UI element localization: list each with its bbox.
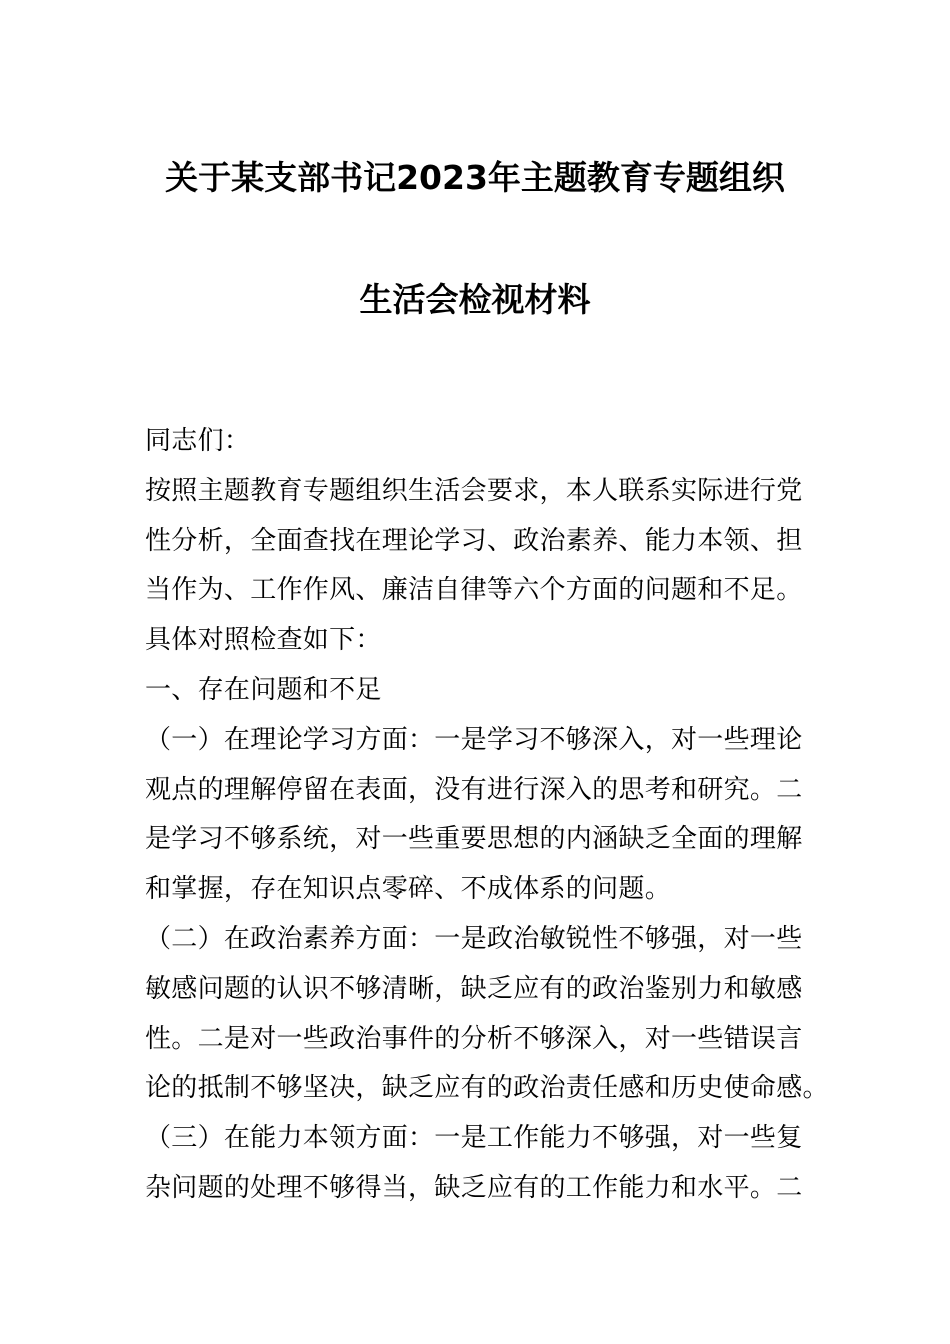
section-heading: 一、存在问题和不足 bbox=[145, 674, 382, 705]
body-line: 按照主题教育专题组织生活会要求，本人联系实际进行党 bbox=[145, 475, 803, 506]
document-body bbox=[145, 417, 829, 1214]
body-line: （三）在能力本领方面：一是工作能力不够强，对一些复 bbox=[145, 1123, 803, 1154]
body-line: 当作为、工作作风、廉洁自律等六个方面的问题和不足。 bbox=[145, 575, 803, 606]
salutation: 同志们： bbox=[145, 426, 251, 456]
body-line: 杂问题的处理不够得当，缺乏应有的工作能力和水平。二 bbox=[145, 1172, 803, 1203]
body-line: 性。二是对一些政治事件的分析不够深入，对一些错误言 bbox=[145, 1023, 803, 1054]
body-line: 是学习不够系统，对一些重要思想的内涵缺乏全面的理解 bbox=[145, 824, 803, 855]
document-title-line-1: 关于某支部书记2023年主题教育专题组织 bbox=[165, 158, 785, 197]
body-line: 性分析，全面查找在理论学习、政治素养、能力本领、担 bbox=[145, 525, 803, 556]
document-title-line-2: 生活会检视材料 bbox=[359, 280, 591, 319]
body-line: 论的抵制不够坚决，缺乏应有的政治责任感和历史使命感。 bbox=[145, 1073, 829, 1104]
body-line: （一）在理论学习方面：一是学习不够深入，对一些理论 bbox=[145, 724, 803, 755]
body-line: 观点的理解停留在表面，没有进行深入的思考和研究。二 bbox=[145, 774, 803, 805]
body-line: 和掌握，存在知识点零碎、不成体系的问题。 bbox=[145, 874, 672, 905]
body-line: （二）在政治素养方面：一是政治敏锐性不够强，对一些 bbox=[145, 923, 803, 954]
body-line: 具体对照检查如下： bbox=[145, 625, 382, 656]
body-line: 敏感问题的认识不够清晰，缺乏应有的政治鉴别力和敏感 bbox=[145, 973, 803, 1004]
